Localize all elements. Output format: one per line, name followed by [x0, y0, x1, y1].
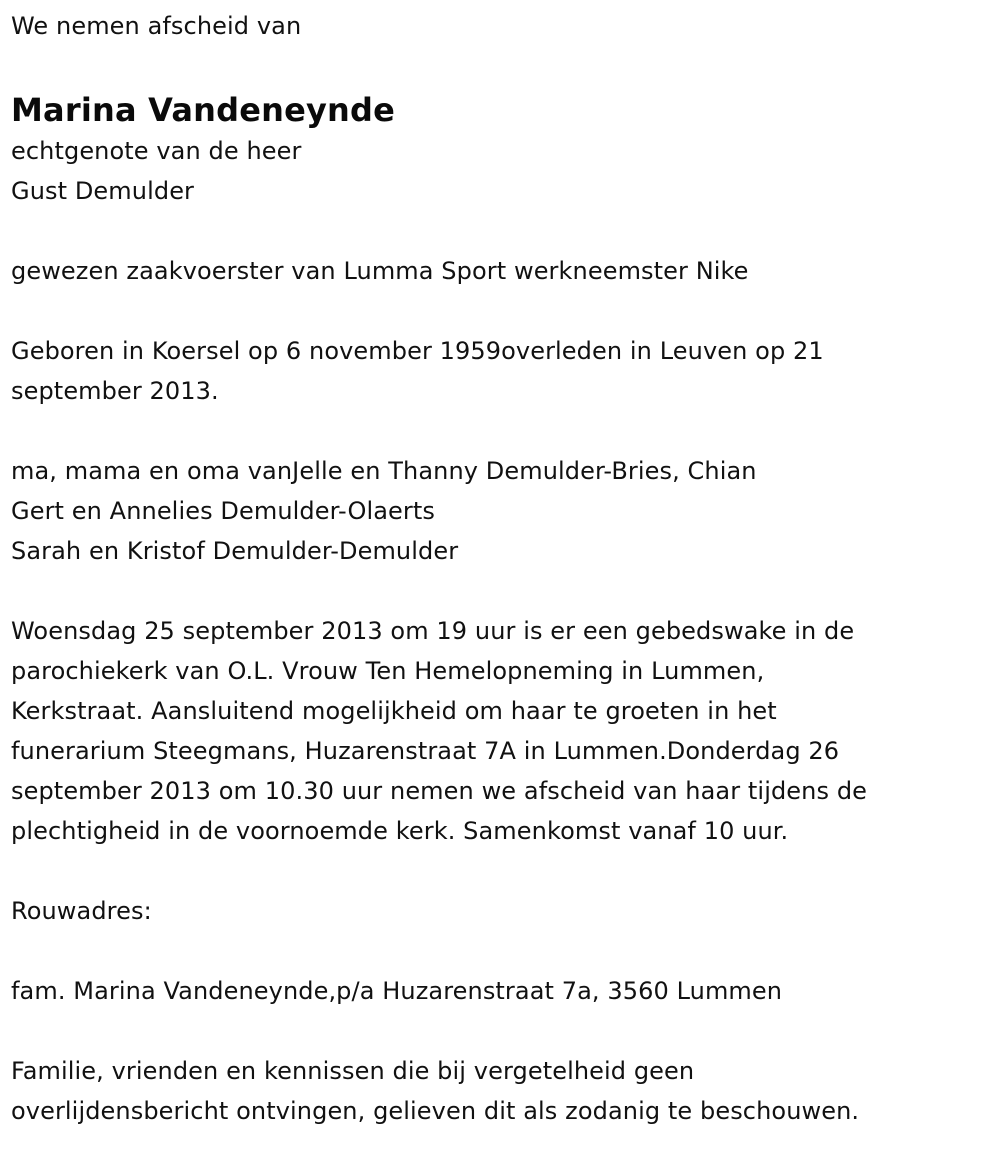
spacer: [11, 571, 986, 611]
mourning-address: fam. Marina Vandeneynde,p/a Huzarenstraat 7a, 3560 Lummen: [11, 977, 783, 1005]
spouse-name: Gust Demulder: [11, 177, 195, 205]
ceremony-paragraph: [11, 611, 986, 851]
spacer: [11, 211, 986, 251]
ceremony-line: parochiekerk van O.L. Vrouw Ten Hemelopneming in Lummen,: [11, 657, 765, 685]
obituary-notice: [11, 6, 986, 1131]
birth-death-line-2: september 2013.: [11, 377, 219, 405]
spacer: [11, 411, 986, 451]
ceremony-line: funerarium Steegmans, Huzarenstraat 7A in Lummen.Donderdag 26: [11, 737, 840, 765]
ceremony-line: september 2013 om 10.30 uur nemen we afscheid van haar tijdens de: [11, 777, 868, 805]
occupation-text: gewezen zaakvoerster van Lumma Sport werkneemster Nike: [11, 257, 749, 285]
ceremony-line: Kerkstraat. Aansluitend mogelijkheid om haar te groeten in het: [11, 697, 777, 725]
family-line-1: ma, mama en oma vanJelle en Thanny Demulder-Bries, Chian: [11, 457, 757, 485]
closing-line-2: overlijdensbericht ontvingen, gelieven dit als zodanig te beschouwen.: [11, 1097, 860, 1125]
spacer: [11, 1011, 986, 1051]
intro-text: We nemen afscheid van: [11, 12, 302, 40]
spacer: [11, 851, 986, 891]
ceremony-line: Woensdag 25 september 2013 om 19 uur is er een gebedswake in de: [11, 617, 855, 645]
family-line-3: Sarah en Kristof Demulder-Demulder: [11, 537, 459, 565]
birth-death-line-1: Geboren in Koersel op 6 november 1959overleden in Leuven op 21: [11, 337, 824, 365]
mourning-address-label: Rouwadres:: [11, 897, 152, 925]
family-line-2: Gert en Annelies Demulder-Olaerts: [11, 497, 435, 525]
relation-text: echtgenote van de heer: [11, 137, 302, 165]
spacer: [11, 291, 986, 331]
ceremony-line: plechtigheid in de voornoemde kerk. Samenkomst vanaf 10 uur.: [11, 817, 789, 845]
deceased-name: Marina Vandeneynde: [11, 91, 396, 129]
closing-line-1: Familie, vrienden en kennissen die bij vergetelheid geen: [11, 1057, 695, 1085]
spacer: [11, 931, 986, 971]
